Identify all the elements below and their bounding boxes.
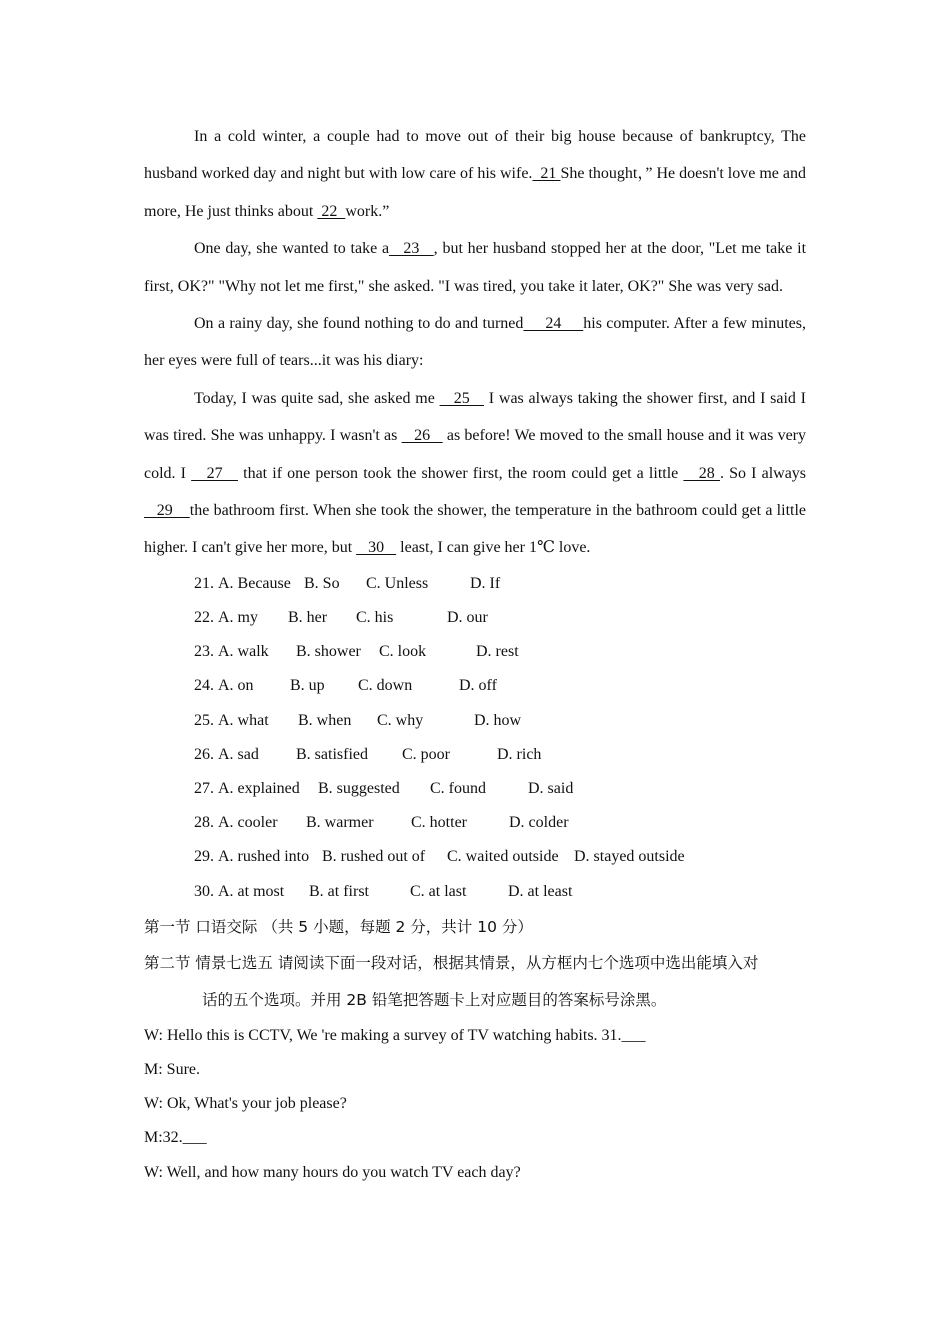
option-d: D. colder <box>509 814 569 832</box>
option-row <box>144 669 806 703</box>
option-b: B. satisfied <box>296 745 368 763</box>
option-row <box>144 738 806 772</box>
passage-text: work.” <box>345 202 390 220</box>
option-a: A. what <box>218 711 269 729</box>
option-a: A. on <box>218 677 254 695</box>
section-1-heading: 第一节 口语交际 （共 5 小题，每题 2 分，共计 10 分） <box>144 917 533 936</box>
option-row <box>144 772 806 806</box>
option-row <box>144 875 806 909</box>
option-d: D. said <box>528 780 574 797</box>
blank: 29 <box>144 502 190 520</box>
option-b: B. her <box>288 609 328 627</box>
blank: 30 <box>356 539 397 557</box>
option-d: D. stayed outside <box>574 848 685 866</box>
dialogue-line: W: Well, and how many hours do you watch TV each day? <box>144 1163 521 1181</box>
option-b: B. So <box>304 574 340 592</box>
option-d: D. rich <box>497 745 542 763</box>
option-d: D. at least <box>508 882 573 900</box>
question-number: 23. <box>194 643 214 661</box>
blank: 25 <box>439 389 485 407</box>
option-b: B. rushed out of <box>322 848 426 866</box>
section-2-heading: 第二节 情景七选五 请阅读下面一段对话，根据其情景，从方框内七个选项中选出能填入对 <box>144 953 759 972</box>
option-c: C. Unless <box>366 574 429 592</box>
option-a: A. my <box>218 609 258 627</box>
passage-paragraph <box>144 118 806 230</box>
option-c: C. waited outside <box>447 848 559 866</box>
passage-text: One day, she wanted to take a <box>194 240 390 258</box>
passage-text: his computer. After a few minutes, her eyes were full of tears...it was his diary: <box>144 315 807 370</box>
option-d: D. off <box>459 677 497 695</box>
document-page <box>144 118 806 1190</box>
option-c: C. poor <box>402 745 450 763</box>
blank: 26 <box>401 427 443 445</box>
blank: 23 <box>389 240 434 258</box>
option-c: C. hotter <box>411 814 467 832</box>
option-a: A. Because <box>218 574 291 592</box>
option-a: A. walk <box>218 643 269 661</box>
question-number: 24. <box>194 677 214 695</box>
blank: 24 <box>523 315 584 333</box>
option-a: A. explained <box>218 780 300 797</box>
passage-text: least, I can give her 1℃ love. <box>396 539 591 557</box>
question-number: 26. <box>194 745 214 763</box>
option-b: B. up <box>290 677 325 695</box>
question-number: 21. <box>194 574 214 592</box>
passage-text: I was always taking the shower first, and I said I was tired. She was unhappy. I wasn't as <box>144 389 807 445</box>
passage-text: Today, I was quite sad, she asked me <box>194 389 440 407</box>
passage-text: as before! We moved to the small house and it was very cold. I <box>144 427 807 482</box>
dialogue-line: W: Ok, What's your job please? <box>144 1095 347 1113</box>
passage-text: She thought，” He doesn't love me and more, He just thinks about <box>144 165 806 220</box>
blank: 22 <box>317 202 346 220</box>
option-b: B. suggested <box>318 780 400 797</box>
passage-text: the bathroom first. When she took the shower, the temperature in the bathroom could get a little higher. I can't give her more, but <box>144 502 807 557</box>
option-c: C. look <box>379 643 427 661</box>
option-a: A. rushed into <box>218 848 310 866</box>
passage <box>144 118 806 567</box>
passage-text: On a rainy day, she found nothing to do and turned <box>194 315 524 333</box>
option-c: C. his <box>356 609 394 627</box>
dialogue-line: W: Hello this is CCTV, We 're making a survey of TV watching habits. 31.___ <box>144 1026 646 1044</box>
dialogue-line: M: Sure. <box>144 1060 200 1078</box>
option-row <box>144 567 806 601</box>
option-c: C. found <box>430 780 486 797</box>
question-number: 25. <box>194 711 214 729</box>
section-2-instructions: 话的五个选项。并用 2B 铅笔把答题卡上对应题目的答案标号涂黑。 <box>202 990 667 1009</box>
question-number: 29. <box>194 848 214 866</box>
option-d: D. rest <box>476 643 519 661</box>
option-row <box>144 601 806 635</box>
question-number: 28. <box>194 814 214 832</box>
question-number: 22. <box>194 609 214 627</box>
option-c: C. why <box>377 711 424 729</box>
option-b: B. when <box>298 711 352 729</box>
passage-text: that if one person took the shower first, the room could get a little <box>237 464 684 482</box>
option-b: B. at first <box>309 882 369 900</box>
option-d: D. our <box>447 609 488 627</box>
option-row <box>144 635 806 669</box>
option-b: B. warmer <box>306 814 374 832</box>
blank: 27 <box>191 464 238 482</box>
option-a: A. at most <box>218 882 285 900</box>
passage-paragraph <box>144 380 806 567</box>
blank: 21 <box>532 165 561 183</box>
blank: 28 <box>683 464 720 482</box>
option-c: C. down <box>358 677 413 695</box>
passage-paragraph <box>144 230 806 305</box>
options-list <box>144 567 806 909</box>
passage-text: . So I always <box>719 464 807 482</box>
option-row <box>144 840 806 874</box>
option-c: C. at last <box>410 882 467 900</box>
passage-text: , but her husband stopped her at the door, "Let me take it first, OK?" "Why not let me first," she asked. "I was tired, you take it later, OK?" She was very sad. <box>144 240 807 295</box>
question-number: 30. <box>194 882 214 900</box>
option-d: D. If <box>470 574 501 592</box>
option-a: A. cooler <box>218 814 278 832</box>
option-row <box>144 806 806 840</box>
question-number: 27. <box>194 780 214 797</box>
option-d: D. how <box>474 711 522 729</box>
option-row <box>144 704 806 738</box>
option-a: A. sad <box>218 745 259 763</box>
option-b: B. shower <box>296 643 361 661</box>
passage-paragraph <box>144 305 806 380</box>
dialogue-line: M:32.___ <box>144 1129 207 1147</box>
passage-text: In a cold winter, a couple had to move out of their big house because of bankruptcy, The husband worked day and night but with low care of his wife. <box>144 128 806 183</box>
dialogue <box>144 1019 806 1190</box>
